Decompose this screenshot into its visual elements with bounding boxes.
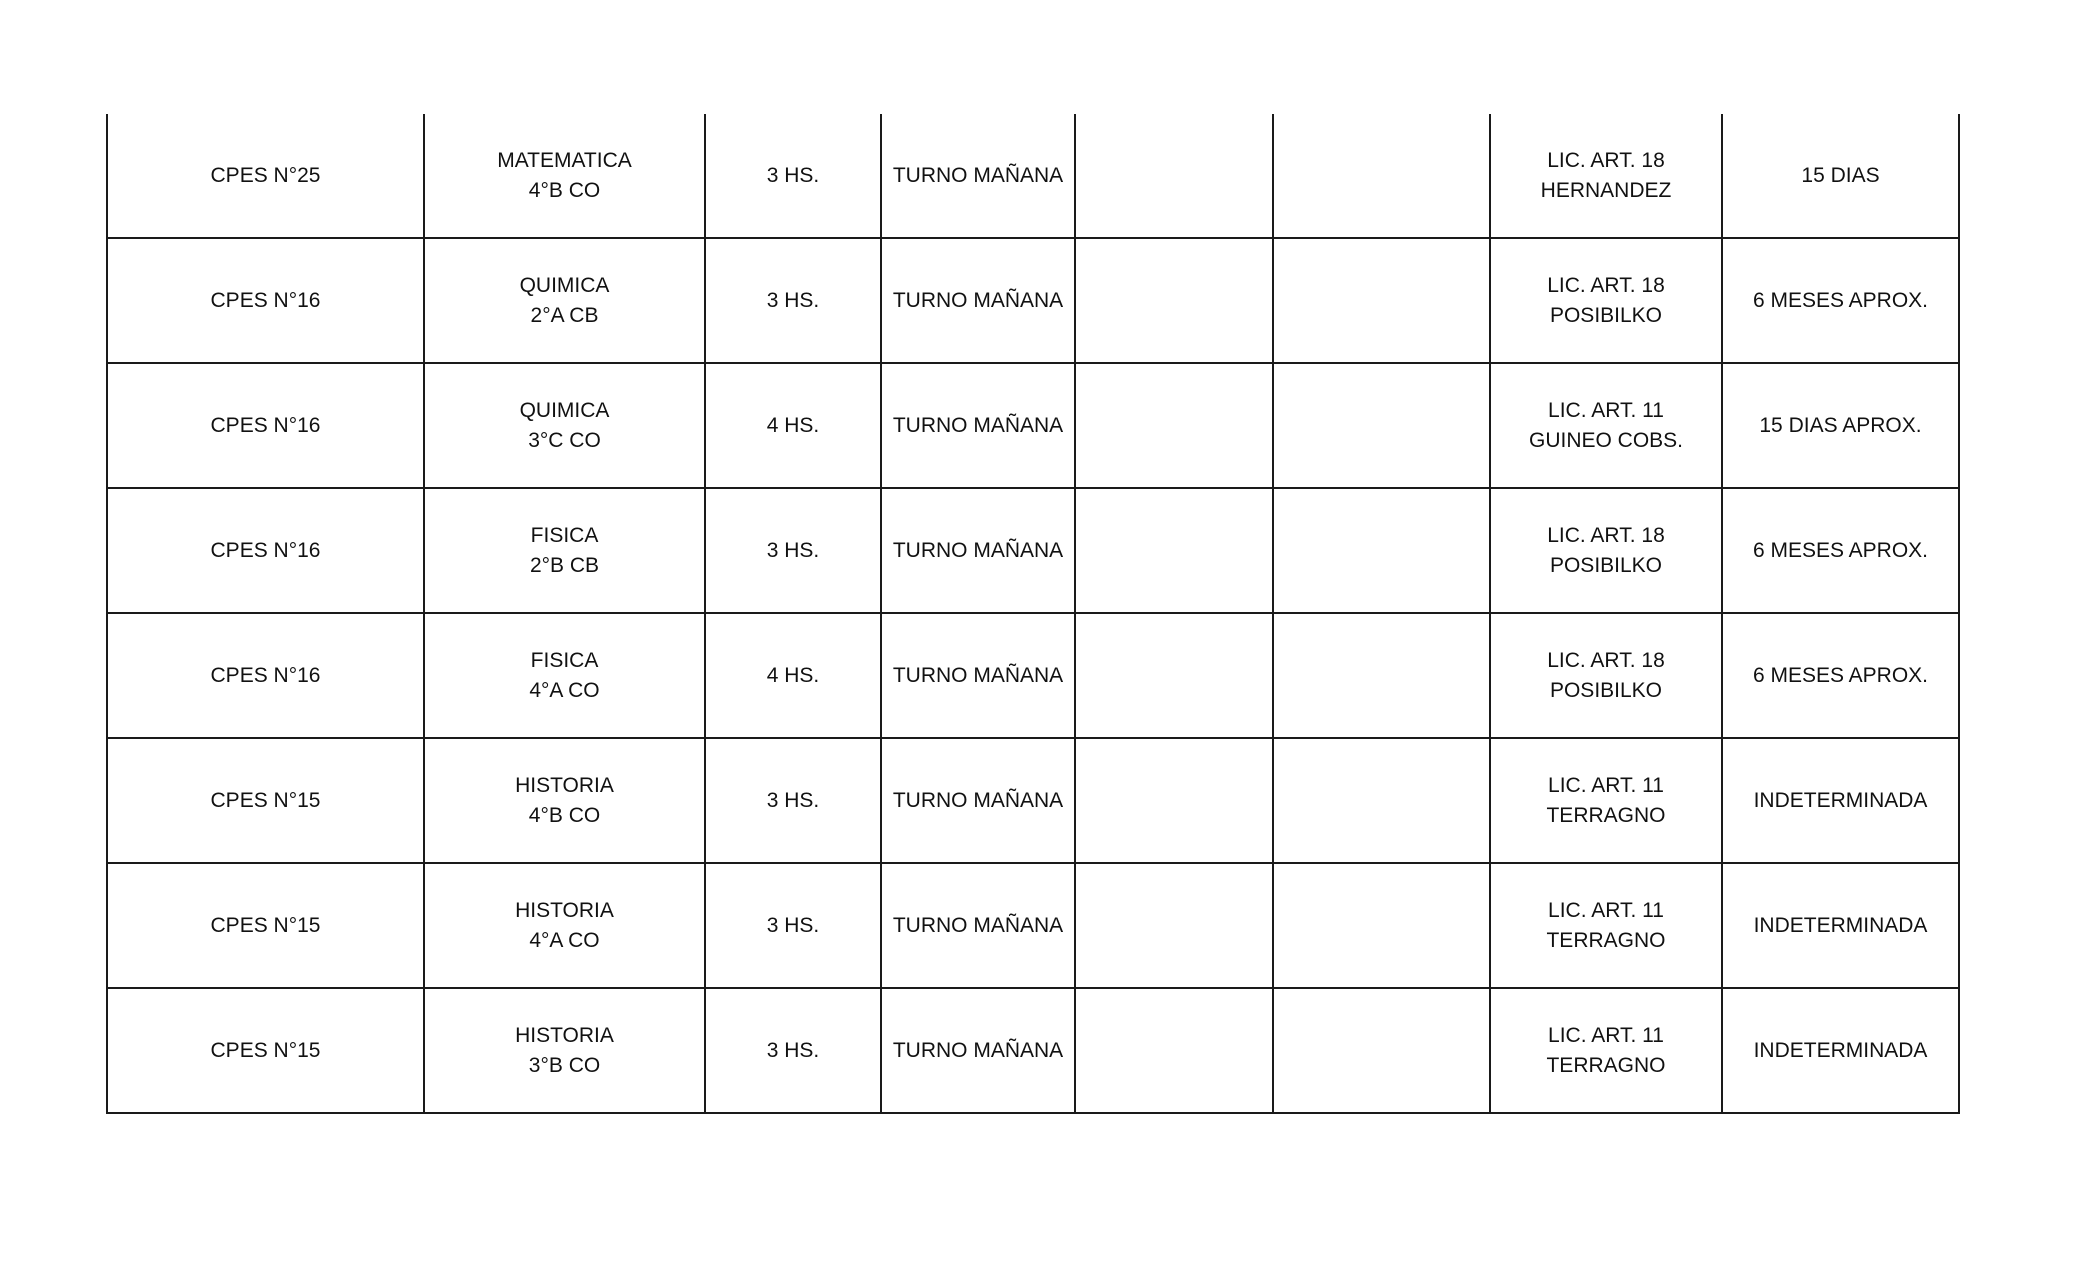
table-row [107, 613, 1959, 738]
holder-text: POSIBILKO [1549, 303, 1663, 327]
holder-text: TERRAGNO [1546, 928, 1666, 952]
shift-cell [881, 613, 1075, 738]
school-text: CPES N°16 [210, 413, 321, 437]
subject-text: QUIMICA [519, 273, 610, 297]
hours-cell [705, 863, 881, 988]
table-row [107, 238, 1959, 363]
hours-text: 3 HS. [766, 288, 820, 312]
school-cell [107, 863, 424, 988]
duration-cell [1722, 863, 1959, 988]
hours-cell [705, 488, 881, 613]
school-cell [107, 114, 424, 238]
table-row [107, 488, 1959, 613]
school-cell [107, 488, 424, 613]
shift-text: TURNO MAÑANA [892, 1038, 1064, 1062]
license-holder-cell [1490, 238, 1722, 363]
course-text: 2°B CB [529, 553, 600, 577]
subject-text: QUIMICA [519, 398, 610, 422]
table-row [107, 863, 1959, 988]
table-row [107, 363, 1959, 488]
empty-cell-6 [1273, 114, 1490, 238]
shift-text: TURNO MAÑANA [892, 163, 1064, 187]
license-text: LIC. ART. 18 [1547, 648, 1665, 672]
school-text: CPES N°15 [210, 788, 321, 812]
vacancy-table [106, 114, 1960, 1114]
hours-cell [705, 613, 881, 738]
duration-text: INDETERMINADA [1753, 913, 1928, 937]
course-text: 4°B CO [528, 178, 601, 202]
empty-cell-6 [1273, 238, 1490, 363]
license-holder-cell [1490, 363, 1722, 488]
hours-cell [705, 363, 881, 488]
license-holder-cell [1490, 863, 1722, 988]
holder-text: TERRAGNO [1546, 803, 1666, 827]
course-text: 4°A CO [529, 928, 600, 952]
school-text: CPES N°16 [210, 663, 321, 687]
license-text: LIC. ART. 18 [1547, 523, 1665, 547]
subject-text: MATEMATICA [497, 148, 632, 172]
shift-cell [881, 488, 1075, 613]
license-holder-cell [1490, 488, 1722, 613]
empty-cell-6 [1273, 363, 1490, 488]
course-text: 3°C CO [528, 428, 601, 452]
course-text: 4°A CO [529, 678, 600, 702]
license-holder-cell [1490, 988, 1722, 1113]
subject-course-cell [424, 238, 705, 363]
empty-cell-6 [1273, 863, 1490, 988]
subject-text: HISTORIA [515, 773, 614, 797]
shift-text: TURNO MAÑANA [892, 538, 1064, 562]
shift-text: TURNO MAÑANA [892, 413, 1064, 437]
school-cell [107, 738, 424, 863]
empty-cell-5 [1075, 238, 1273, 363]
school-text: CPES N°16 [210, 538, 321, 562]
duration-text: 15 DIAS APROX. [1759, 413, 1922, 437]
shift-cell [881, 238, 1075, 363]
duration-text: 15 DIAS [1801, 163, 1880, 187]
subject-course-cell [424, 114, 705, 238]
empty-cell-5 [1075, 363, 1273, 488]
duration-cell [1722, 738, 1959, 863]
school-cell [107, 238, 424, 363]
course-text: 2°A CB [530, 303, 599, 327]
hours-text: 3 HS. [766, 1038, 820, 1062]
license-text: LIC. ART. 11 [1548, 898, 1664, 922]
subject-course-cell [424, 488, 705, 613]
shift-text: TURNO MAÑANA [892, 788, 1064, 812]
duration-cell [1722, 988, 1959, 1113]
subject-text: FISICA [530, 523, 599, 547]
school-text: CPES N°25 [210, 163, 321, 187]
holder-text: TERRAGNO [1546, 1053, 1666, 1077]
hours-text: 4 HS. [766, 663, 820, 687]
table-row [107, 738, 1959, 863]
hours-cell [705, 988, 881, 1113]
shift-cell [881, 738, 1075, 863]
shift-cell [881, 863, 1075, 988]
subject-text: HISTORIA [515, 1023, 614, 1047]
empty-cell-5 [1075, 114, 1273, 238]
duration-cell [1722, 488, 1959, 613]
holder-text: HERNANDEZ [1540, 178, 1672, 202]
license-holder-cell [1490, 613, 1722, 738]
empty-cell-5 [1075, 863, 1273, 988]
duration-cell [1722, 238, 1959, 363]
school-text: CPES N°15 [210, 1038, 321, 1062]
shift-text: TURNO MAÑANA [892, 913, 1064, 937]
license-text: LIC. ART. 11 [1548, 1023, 1664, 1047]
duration-text: INDETERMINADA [1753, 788, 1928, 812]
table-row [107, 988, 1959, 1113]
empty-cell-5 [1075, 613, 1273, 738]
empty-cell-5 [1075, 738, 1273, 863]
hours-cell [705, 238, 881, 363]
shift-cell [881, 363, 1075, 488]
holder-text: POSIBILKO [1549, 678, 1663, 702]
school-text: CPES N°16 [210, 288, 321, 312]
empty-cell-6 [1273, 738, 1490, 863]
duration-cell [1722, 613, 1959, 738]
holder-text: GUINEO COBS. [1528, 428, 1684, 452]
license-text: LIC. ART. 11 [1548, 398, 1664, 422]
hours-text: 4 HS. [766, 413, 820, 437]
duration-text: 6 MESES APROX. [1752, 538, 1929, 562]
license-holder-cell [1490, 738, 1722, 863]
empty-cell-6 [1273, 613, 1490, 738]
shift-cell [881, 114, 1075, 238]
license-text: LIC. ART. 11 [1548, 773, 1664, 797]
school-text: CPES N°15 [210, 913, 321, 937]
empty-cell-5 [1075, 488, 1273, 613]
duration-text: 6 MESES APROX. [1752, 663, 1929, 687]
subject-course-cell [424, 988, 705, 1113]
course-text: 3°B CO [528, 1053, 601, 1077]
subject-text: FISICA [530, 648, 599, 672]
school-cell [107, 988, 424, 1113]
duration-text: 6 MESES APROX. [1752, 288, 1929, 312]
shift-text: TURNO MAÑANA [892, 663, 1064, 687]
subject-course-cell [424, 363, 705, 488]
empty-cell-6 [1273, 488, 1490, 613]
school-cell [107, 363, 424, 488]
license-text: LIC. ART. 18 [1547, 273, 1665, 297]
empty-cell-6 [1273, 988, 1490, 1113]
hours-cell [705, 114, 881, 238]
hours-text: 3 HS. [766, 163, 820, 187]
table-row [107, 114, 1959, 238]
subject-course-cell [424, 738, 705, 863]
holder-text: POSIBILKO [1549, 553, 1663, 577]
course-text: 4°B CO [528, 803, 601, 827]
hours-cell [705, 738, 881, 863]
shift-text: TURNO MAÑANA [892, 288, 1064, 312]
subject-course-cell [424, 863, 705, 988]
school-cell [107, 613, 424, 738]
subject-text: HISTORIA [515, 898, 614, 922]
table-body [107, 114, 1959, 1113]
empty-cell-5 [1075, 988, 1273, 1113]
hours-text: 3 HS. [766, 538, 820, 562]
subject-course-cell [424, 613, 705, 738]
license-text: LIC. ART. 18 [1547, 148, 1665, 172]
hours-text: 3 HS. [766, 913, 820, 937]
duration-cell [1722, 114, 1959, 238]
license-holder-cell [1490, 114, 1722, 238]
duration-text: INDETERMINADA [1753, 1038, 1928, 1062]
shift-cell [881, 988, 1075, 1113]
hours-text: 3 HS. [766, 788, 820, 812]
duration-cell [1722, 363, 1959, 488]
